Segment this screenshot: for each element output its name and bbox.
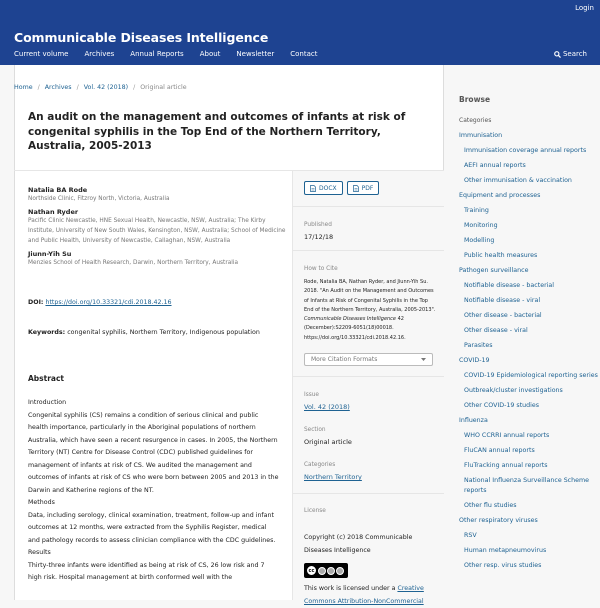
abstract-body	[28, 397, 280, 585]
divider	[293, 206, 444, 207]
doi	[28, 299, 172, 306]
article-title: An audit on the management and outcomes of infants at risk of congenital syphilis in the Top End of the Northern Territory, Australia, 2005-2013	[28, 111, 406, 152]
license-label: License	[304, 508, 326, 514]
citation-journal: Communicable Diseases Intelligence	[304, 316, 397, 323]
section-value: Original article	[304, 438, 352, 446]
sidebar-subcategory-link[interactable]: Other COVID-19 studies	[464, 402, 540, 409]
sidebar-subcategory-link[interactable]: Training	[464, 207, 489, 214]
issue-link[interactable]: Vol. 42 (2018)	[304, 403, 350, 411]
pdf-button[interactable]	[347, 181, 380, 195]
published-label: Published	[304, 222, 332, 228]
abstract-heading: Abstract	[28, 374, 65, 383]
search-link[interactable]	[554, 50, 587, 58]
published-date: 17/12/18	[304, 233, 334, 241]
citation-text	[304, 278, 436, 343]
sidebar-subcategory-link[interactable]: Outbreak/cluster investigations	[464, 387, 563, 394]
nav-contact[interactable]: Contact	[290, 50, 318, 58]
login-link[interactable]: Login	[575, 4, 594, 12]
browse-sidebar	[459, 95, 599, 576]
breadcrumb-archives[interactable]: Archives	[44, 84, 72, 91]
abstract-intro-heading: Introduction	[28, 399, 67, 406]
site-header	[0, 0, 600, 65]
authors-list	[28, 186, 288, 272]
sidebar-subcategory-link[interactable]: FluCAN annual reports	[464, 447, 535, 454]
search-icon	[554, 51, 561, 58]
sidebar-category-link[interactable]: Immunisation	[459, 132, 503, 139]
nav-annual-reports[interactable]: Annual Reports	[130, 50, 184, 58]
sidebar-subcategory-link[interactable]: Public health measures	[464, 252, 538, 259]
docx-label: DOCX	[319, 184, 337, 192]
divider	[293, 250, 444, 251]
docx-button[interactable]	[304, 181, 343, 195]
sidebar-category-link[interactable]: Other respiratory viruses	[459, 517, 538, 524]
license-link[interactable]: Creative Commons Attribution-NonCommercial	[304, 585, 424, 605]
category-list	[459, 131, 599, 571]
chevron-down-icon	[421, 358, 426, 362]
sidebar-subcategory-link[interactable]: Other flu studies	[464, 502, 517, 509]
abstract-results-heading: Results	[28, 549, 51, 556]
author-affiliation: Menzies School of Health Research, Darwin, Northern Territory, Australia	[28, 260, 239, 266]
sidebar-subcategory-link[interactable]: Other disease - bacterial	[464, 312, 542, 319]
by-icon	[318, 567, 326, 575]
file-icon	[353, 185, 359, 192]
how-to-cite-label: How to Cite	[304, 266, 338, 272]
citation-formats-label: More Citation Formats	[311, 356, 378, 363]
doi-label: DOI:	[28, 299, 44, 306]
cc-license-badge[interactable]	[304, 563, 348, 578]
author-affiliation: Northside Clinic, Fitzroy North, Victoria, Australia	[28, 196, 170, 202]
breadcrumb-current: Original article	[140, 84, 187, 91]
nc-icon	[327, 567, 335, 575]
browse-heading: Browse	[459, 95, 491, 104]
citation-end: 42 (December):S2209-6051(18)00018. https://doi.org/10.33321/cdi.2018.42.16.	[304, 316, 406, 341]
sidebar-subcategory-link[interactable]: Monitoring	[464, 222, 498, 229]
sidebar-category-link[interactable]: Influenza	[459, 417, 488, 424]
sidebar-subcategory-link[interactable]: AEFI annual reports	[464, 162, 526, 169]
sidebar-subcategory-link[interactable]: Immunisation coverage annual reports	[464, 147, 587, 154]
divider	[293, 493, 444, 494]
sidebar-subcategory-link[interactable]: COVID-19 Epidemiological reporting series	[464, 372, 598, 379]
site-title[interactable]: Communicable Diseases Intelligence	[14, 30, 269, 45]
sidebar-subcategory-link[interactable]: FluTracking annual reports	[464, 462, 548, 469]
cc-icon: cc	[306, 565, 317, 576]
main-nav	[14, 50, 334, 58]
doi-link[interactable]: https://doi.org/10.33321/cdi.2018.42.16	[45, 299, 172, 306]
breadcrumb-separator: /	[133, 84, 136, 91]
sidebar-subcategory-link[interactable]: Other disease - viral	[464, 327, 528, 334]
sidebar-subcategory-link[interactable]: Modelling	[464, 237, 495, 244]
sidebar-subcategory-link[interactable]: Other immunisation & vaccination	[464, 177, 572, 184]
citation-formats-dropdown[interactable]	[304, 353, 433, 366]
galley-links	[304, 181, 379, 195]
issue-label: Issue	[304, 392, 319, 398]
sidebar-subcategory-link[interactable]: RSV	[464, 532, 477, 539]
sidebar-subcategory-link[interactable]: Other resp. virus studies	[464, 562, 542, 569]
sidebar-subcategory-link[interactable]: WHO CCRRI annual reports	[464, 432, 550, 439]
categories-heading: Categories	[459, 117, 492, 124]
divider	[293, 376, 444, 377]
sidebar-category-link[interactable]: COVID-19	[459, 357, 490, 364]
nd-icon	[336, 567, 344, 575]
sidebar-subcategory-link[interactable]: Human metapneumovirus	[464, 547, 547, 554]
file-icon	[310, 185, 316, 192]
author-name: Natalia BA Rode	[28, 186, 88, 194]
author-name: Jiunn-Yih Su	[28, 250, 72, 258]
keywords	[28, 329, 260, 336]
citation-main: Rode, Natalia BA, Nathan Ryder, and Jiunn-Yih Su. 2018. "An Audit on the Management and Outcomes of Infants at Risk of Congenital Syphilis in the Top End of the Northern Territory, Australia, 2005-2013".	[304, 279, 436, 313]
abstract-results: Thirty-three infants were identified as being at risk of CS, 26 low risk and 7 high risk. Hospital management at birth conformed well with the	[28, 561, 265, 581]
author-name: Nathan Ryder	[28, 208, 79, 216]
breadcrumb-separator: /	[76, 84, 79, 91]
section-label: Section	[304, 427, 326, 433]
author-affiliation: Pacific Clinic Newcastle, HNE Sexual Health, Newcastle, NSW, Australia; The Kirby Institute, University of New South Wales, Kensington, NSW, Australia; School of Medicine and Public Health, University of Newcastle, Callaghan, NSW, Australia	[28, 218, 286, 244]
nav-current-volume[interactable]: Current volume	[14, 50, 69, 58]
category-link[interactable]: Northern Territory	[304, 473, 362, 481]
sidebar-subcategory-link[interactable]: Notifiable disease - bacterial	[464, 282, 555, 289]
breadcrumb-home[interactable]: Home	[14, 84, 33, 91]
keywords-value: congenital syphilis, Northern Territory, Indigenous population	[67, 329, 260, 336]
search-label: Search	[562, 50, 587, 58]
sidebar-subcategory-link[interactable]: National Influenza Surveillance Scheme reports	[464, 477, 590, 494]
sidebar-category-link[interactable]: Equipment and processes	[459, 192, 541, 199]
nav-newsletter[interactable]: Newsletter	[236, 50, 275, 58]
sidebar-subcategory-link[interactable]: Parasites	[464, 342, 493, 349]
keywords-label: Keywords:	[28, 329, 66, 336]
nav-archives[interactable]: Archives	[84, 50, 115, 58]
pdf-label: PDF	[361, 184, 374, 192]
abstract-intro: Congenital syphilis (CS) remains a condition of serious clinical and public health importance, particularly in the Aboriginal populations of northern Australia, which have seen a recent resurgence in cases. In 2005, the Northern Territory (NT) Centre for Disease Control (CDC) published guidelines for management of infants at risk of CS. We audited the management and outcomes of infants at risk of CS who were born between 2005 and 2013 in the Darwin and Katherine regions of the NT.	[28, 411, 279, 494]
sidebar-subcategory-link[interactable]: Notifiable disease - viral	[464, 297, 541, 304]
abstract-methods-heading: Methods	[28, 499, 55, 506]
breadcrumb-volume[interactable]: Vol. 42 (2018)	[83, 84, 129, 91]
categories-label: Categories	[304, 462, 336, 468]
abstract-methods: Data, including serology, clinical examination, treatment, follow-up and infant outcomes at 12 months, were extracted from the Syphilis Register, medical and pathology records to assess clinician compliance with the CDC guidelines.	[28, 511, 276, 544]
sidebar-category-link[interactable]: Pathogen surveillance	[459, 267, 529, 274]
copyright-text: Copyright (c) 2018 Communicable Diseases Intelligence	[304, 534, 413, 554]
license-prefix: This work is licensed under a	[304, 585, 398, 592]
breadcrumb-separator: /	[37, 84, 40, 91]
breadcrumb	[14, 84, 187, 91]
nav-about[interactable]: About	[199, 50, 221, 58]
license-text	[304, 583, 439, 608]
